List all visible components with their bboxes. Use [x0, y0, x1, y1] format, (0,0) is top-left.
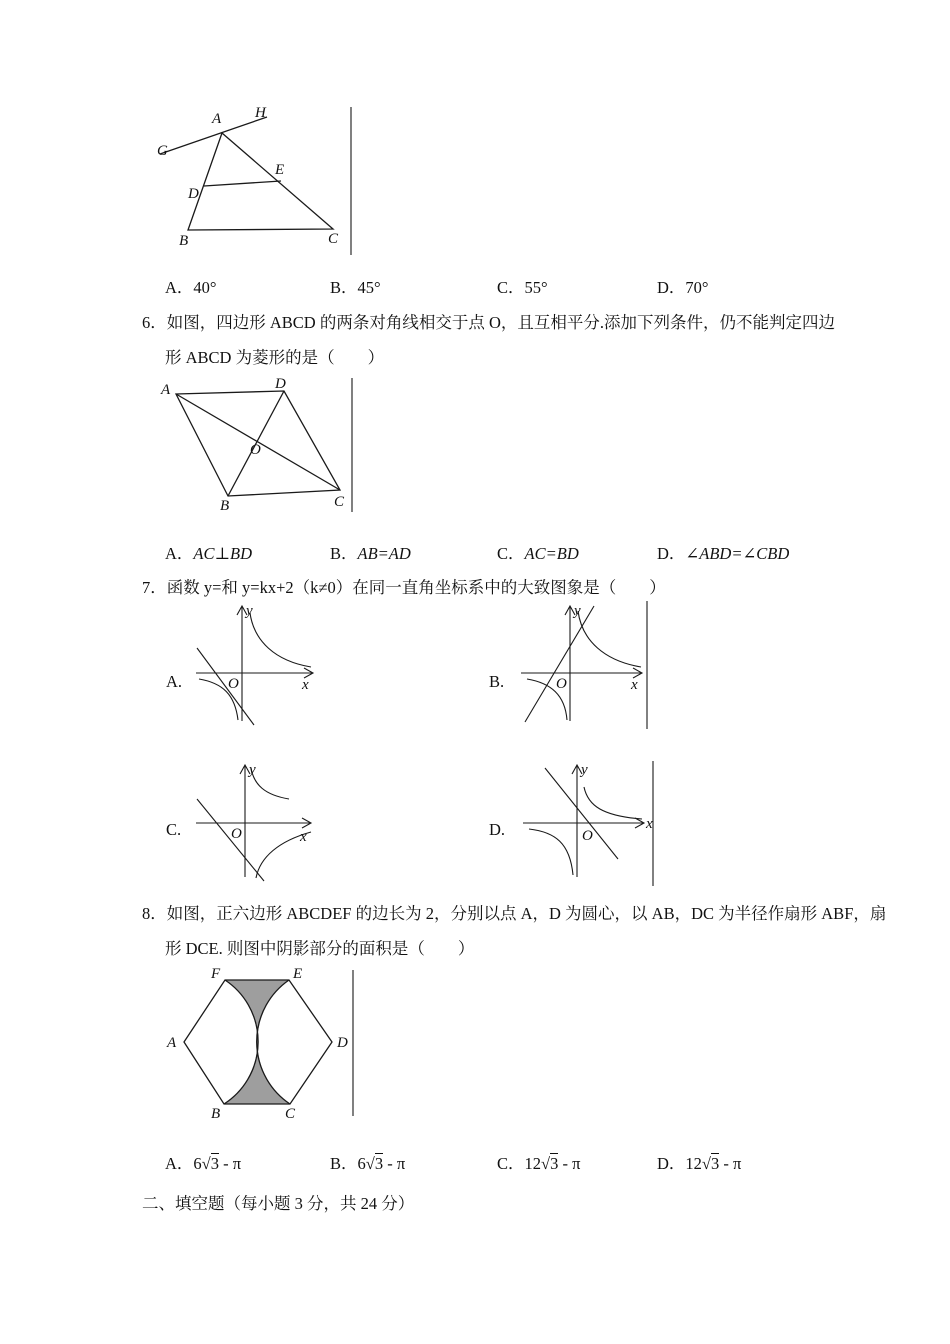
option-key: D．	[657, 544, 686, 563]
option-key: B．	[330, 544, 358, 563]
q7-graph-D	[515, 761, 657, 886]
radicand: 3	[710, 1154, 720, 1173]
q8-options-row	[0, 1150, 950, 1176]
q6-option-B	[330, 540, 411, 564]
straight-line	[545, 768, 618, 859]
option-key: D．	[657, 1154, 686, 1173]
q6-option-D	[657, 540, 789, 564]
option-key: B．	[330, 1154, 358, 1173]
q5-options-row	[0, 274, 950, 300]
radicand: 3	[210, 1154, 219, 1173]
x-axis-label: x	[646, 816, 653, 832]
segment-DE	[204, 181, 281, 186]
sqrt-sign: √	[201, 1154, 211, 1173]
option-key: C．	[497, 278, 525, 297]
q6-text-line1: 6．如图，四边形 ABCD 的两条对角线相交于点 O，且互相平分.添加下列条件，仍不能判定四边	[142, 313, 836, 332]
option-value-tail: - π	[719, 1154, 742, 1173]
q8-option-B	[330, 1150, 405, 1174]
q8-label-C: C	[285, 1106, 296, 1122]
option-key: A．	[165, 1154, 194, 1173]
option-value: AB=AD	[357, 544, 411, 563]
sqrt-sign: √	[365, 1154, 375, 1173]
section2-heading: 二、填空题（每小题 3 分，共 24 分）	[142, 1194, 415, 1213]
q7-graph-A	[190, 601, 320, 729]
q8-label-A: A	[167, 1035, 177, 1051]
q6-label-A: A	[161, 382, 171, 398]
q6-text-line2: 形 ABCD 为菱形的是（ ）	[165, 348, 385, 367]
q8-hexagon-figure	[165, 966, 360, 1122]
q8-label-B: B	[211, 1106, 221, 1122]
q6-label-O: O	[250, 442, 261, 458]
q8-option-A	[165, 1150, 241, 1174]
q5-option-B	[330, 274, 381, 298]
hyperbola-branch-q1	[578, 611, 641, 667]
x-axis-label: x	[631, 677, 638, 693]
y-axis-label: y	[249, 762, 256, 778]
q8-label-D: D	[337, 1035, 348, 1051]
sqrt-sign: √	[701, 1154, 711, 1173]
origin-label: O	[228, 676, 239, 692]
q5-label-E: E	[275, 162, 285, 178]
radicand: 3	[374, 1154, 384, 1173]
q5-label-B: B	[179, 233, 189, 249]
q6-parallelogram-figure	[158, 378, 358, 516]
option-value: 45°	[357, 278, 381, 297]
q8-text-line1: 8．如图，正六边形 ABCDEF 的边长为 2，分别以点 A，D 为圆心，以 AB，DC 为半径作扇形 ABF，扇	[142, 904, 887, 923]
q7-graph-label-C: C.	[166, 820, 182, 839]
q7-graph-label-A: A.	[166, 672, 183, 691]
origin-label: O	[556, 676, 567, 692]
option-value: AC⊥BD	[193, 544, 253, 563]
q6-label-B: B	[220, 498, 230, 514]
option-key: A．	[165, 544, 194, 563]
q6-options-row	[0, 540, 950, 566]
option-value: 70°	[685, 278, 709, 297]
option-value: 55°	[524, 278, 548, 297]
option-key: C．	[497, 1154, 525, 1173]
q8-text-line2: 形 DCE. 则图中阴影部分的面积是（ ）	[165, 939, 475, 958]
y-axis-label: y	[581, 762, 588, 778]
option-value-tail: - π	[558, 1154, 581, 1173]
q7-graph-label-B: B.	[489, 672, 505, 691]
q5-option-C	[497, 274, 548, 298]
option-value: ∠ABD=∠CBD	[685, 544, 790, 563]
x-axis-label: x	[302, 677, 309, 693]
q5-label-G: G	[157, 143, 168, 159]
sqrt-sign: √	[541, 1154, 551, 1173]
q6-option-A	[165, 540, 252, 564]
origin-label: O	[582, 828, 593, 844]
q7-graph-label-D: D.	[489, 820, 506, 839]
origin-label: O	[231, 826, 242, 842]
q5-label-D: D	[188, 186, 199, 202]
q5-option-D	[657, 274, 709, 298]
q8-label-E: E	[293, 966, 303, 982]
option-value-coef: 12	[685, 1154, 702, 1173]
option-value-coef: 6	[193, 1154, 202, 1173]
option-key: D．	[657, 278, 686, 297]
option-value: 40°	[193, 278, 217, 297]
q5-label-H: H	[255, 105, 266, 121]
q6-option-C	[497, 540, 579, 564]
option-value-tail: - π	[218, 1154, 242, 1173]
q8-option-C	[497, 1150, 580, 1174]
option-value-coef: 12	[524, 1154, 542, 1173]
radicand: 3	[550, 1154, 559, 1173]
y-axis-label: y	[574, 603, 581, 619]
q8-option-D	[657, 1150, 741, 1174]
option-key: C．	[497, 544, 525, 563]
option-value-coef: 6	[357, 1154, 366, 1173]
option-key: A．	[165, 278, 194, 297]
straight-line	[525, 606, 594, 722]
q7-text: 7．函数 y=和 y=kx+2（k≠0）在同一直角坐标系中的大致图象是（ ）	[142, 578, 666, 597]
q5-option-A	[165, 274, 217, 298]
q5-label-C: C	[328, 231, 339, 247]
triangle-ABC	[188, 133, 333, 230]
hyperbola-branch-q1	[250, 613, 311, 667]
option-value-tail: - π	[383, 1154, 406, 1173]
hyperbola-branch-q3	[529, 829, 573, 875]
option-value: AC=BD	[524, 544, 579, 563]
x-axis-label: x	[300, 829, 307, 845]
straight-line	[197, 648, 254, 725]
q7-graph-C	[190, 761, 320, 886]
q6-label-D: D	[275, 376, 286, 392]
q6-label-C: C	[334, 494, 345, 510]
q5-label-A: A	[212, 111, 222, 127]
q5-triangle-figure	[155, 105, 360, 260]
y-axis-label: y	[246, 603, 253, 619]
hyperbola-branch-q1	[584, 787, 642, 819]
q8-label-F: F	[211, 966, 221, 982]
q7-graph-B	[515, 601, 650, 729]
option-key: B．	[330, 278, 358, 297]
hyperbola-branch-upper	[251, 768, 289, 799]
